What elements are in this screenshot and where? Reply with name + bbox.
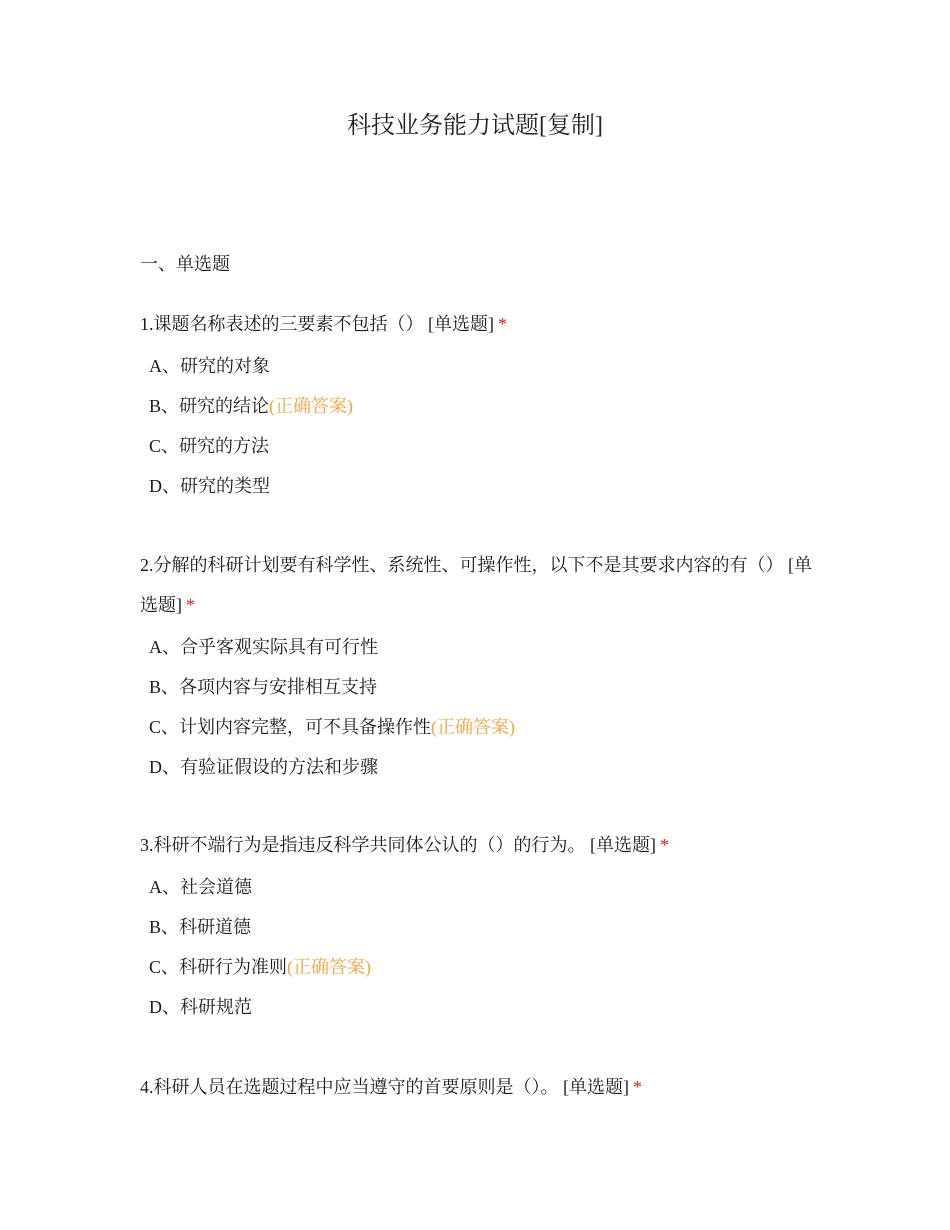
option-text: B、研究的结论 [149,396,270,416]
required-mark: * [186,595,195,615]
option-c[interactable] [140,426,820,466]
option-a[interactable] [140,346,820,386]
option-c[interactable] [140,707,820,747]
option-c[interactable] [140,947,820,987]
option-text: A、研究的对象 [149,356,270,376]
option-list [140,346,820,506]
required-mark: * [633,1077,642,1097]
question-text: 3.科研不端行为是指违反科学共同体公认的（）的行为。 [140,835,590,855]
option-text: B、各项内容与安排相互支持 [149,677,378,697]
question-text: 2.分解的科研计划要有科学性、系统性、可操作性，以下不是其要求内容的有（） [140,555,788,575]
question-3 [140,825,820,1027]
question-type-label: [单选题] [428,314,494,334]
option-text: D、科研规范 [149,997,252,1017]
option-text: B、科研道德 [149,917,252,937]
section-title: 一、单选题 [140,254,230,274]
option-a[interactable] [140,867,820,907]
option-text: C、科研行为准则 [149,957,288,977]
question-2 [140,545,820,787]
question-stem [140,545,820,625]
option-a[interactable] [140,627,820,667]
option-d[interactable] [140,466,820,506]
question-type-label: [单选题] [140,555,812,615]
question-type-label: [单选题] [563,1077,629,1097]
option-d[interactable] [140,987,820,1027]
option-b[interactable] [140,907,820,947]
survey-title: 科技业务能力试题[复制] [347,113,603,139]
required-mark: * [660,835,669,855]
option-d[interactable] [140,747,820,787]
question-text: 4.科研人员在选题过程中应当遵守的首要原则是（）。 [140,1077,563,1097]
question-stem [140,304,820,344]
option-text: A、合乎客观实际具有可行性 [149,637,378,657]
question-4 [140,1067,820,1107]
question-type-label: [单选题] [590,835,656,855]
option-list [140,867,820,1027]
option-text: C、研究的方法 [149,436,270,456]
option-b[interactable] [140,667,820,707]
question-stem [140,825,820,865]
option-text: C、计划内容完整，可不具备操作性 [149,717,432,737]
option-text: A、社会道德 [149,877,252,897]
question-1 [140,304,820,506]
option-text: D、有验证假设的方法和步骤 [149,757,378,777]
required-mark: * [498,314,507,334]
option-text: D、研究的类型 [149,476,270,496]
question-text: 1.课题名称表述的三要素不包括（） [140,314,428,334]
option-list [140,627,820,787]
question-stem [140,1067,820,1107]
option-b[interactable] [140,386,820,426]
correct-answer-label: (正确答案) [287,957,372,977]
correct-answer-label: (正确答案) [269,396,354,416]
correct-answer-label: (正确答案) [431,717,516,737]
